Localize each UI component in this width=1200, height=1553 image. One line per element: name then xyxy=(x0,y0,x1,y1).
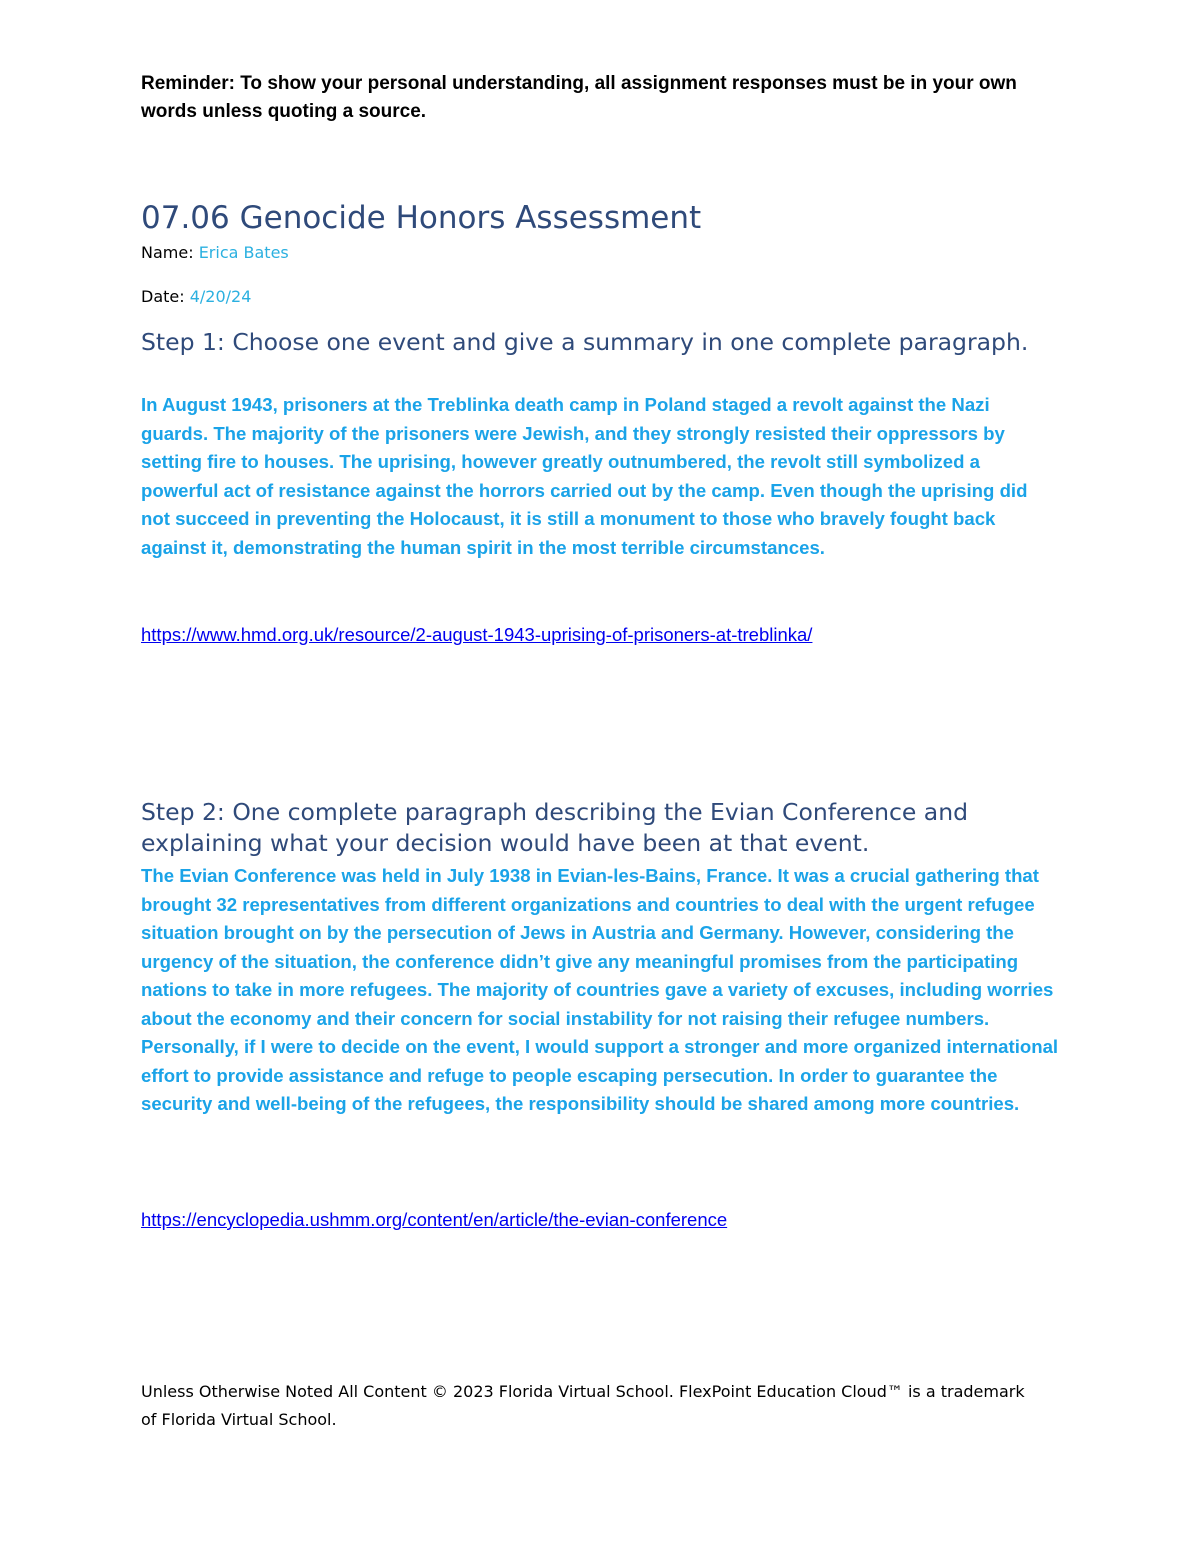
date-label: Date: xyxy=(141,287,190,306)
name-value: Erica Bates xyxy=(198,243,289,262)
step1-answer: In August 1943, prisoners at the Treblinka death camp in Poland staged a revolt against the Nazi guards. The majority of the prisoners were Jewish, and they strongly resisted their oppressors by setting fire to houses. The uprising, however greatly outnumbered, the revolt still symbolized a powerful act of resistance against the horrors carried out by the camp. Even though the uprising did not succeed in preventing the Holocaust, it is still a monument to those who bravely fought back against it, demonstrating the human spirit in the most terrible circumstances. xyxy=(141,394,1028,558)
date-field xyxy=(141,285,251,309)
date-value: 4/20/24 xyxy=(189,287,252,306)
copyright-footer: Unless Otherwise Noted All Content © 2023 Florida Virtual School. FlexPoint Education Cloud™ is a trademark of Florida Virtual School. xyxy=(141,1382,1025,1429)
step2-source-link[interactable]: https://encyclopedia.ushmm.org/content/en/article/the-evian-conference xyxy=(141,1209,728,1230)
name-field xyxy=(141,241,289,265)
page-title: 07.06 Genocide Honors Assessment xyxy=(141,200,702,236)
step1-source-link[interactable]: https://www.hmd.org.uk/resource/2-august-1943-uprising-of-prisoners-at-treblinka/ xyxy=(141,624,813,645)
step1-heading: Step 1: Choose one event and give a summary in one complete paragraph. xyxy=(141,328,1029,356)
name-label: Name: xyxy=(141,243,199,262)
reminder-text: Reminder: To show your personal understanding, all assignment responses must be in your own words unless quoting a source. xyxy=(141,73,1017,122)
step2-answer: The Evian Conference was held in July 1938 in Evian-les-Bains, France. It was a crucial gathering that brought 32 representatives from different organizations and countries to deal with the urgent refugee situation brought on by the persecution of Jews in Austria and Germany. However, considering the urgency of the situation, the conference didn’t give any meaningful promises from the participating nations to take in more refugees. The majority of countries gave a variety of excuses, including worries about the economy and their concern for social instability for not raising their refugee numbers. Personally, if I were to decide on the event, I would support a stronger and more organized international effort to provide assistance and refuge to people escaping persecution. In order to guarantee the security and well-being of the refugees, the responsibility should be shared among more countries. xyxy=(141,865,1059,1114)
step2-heading: Step 2: One complete paragraph describing the Evian Conference and explaining what your decision would have been at that event. xyxy=(141,798,969,857)
